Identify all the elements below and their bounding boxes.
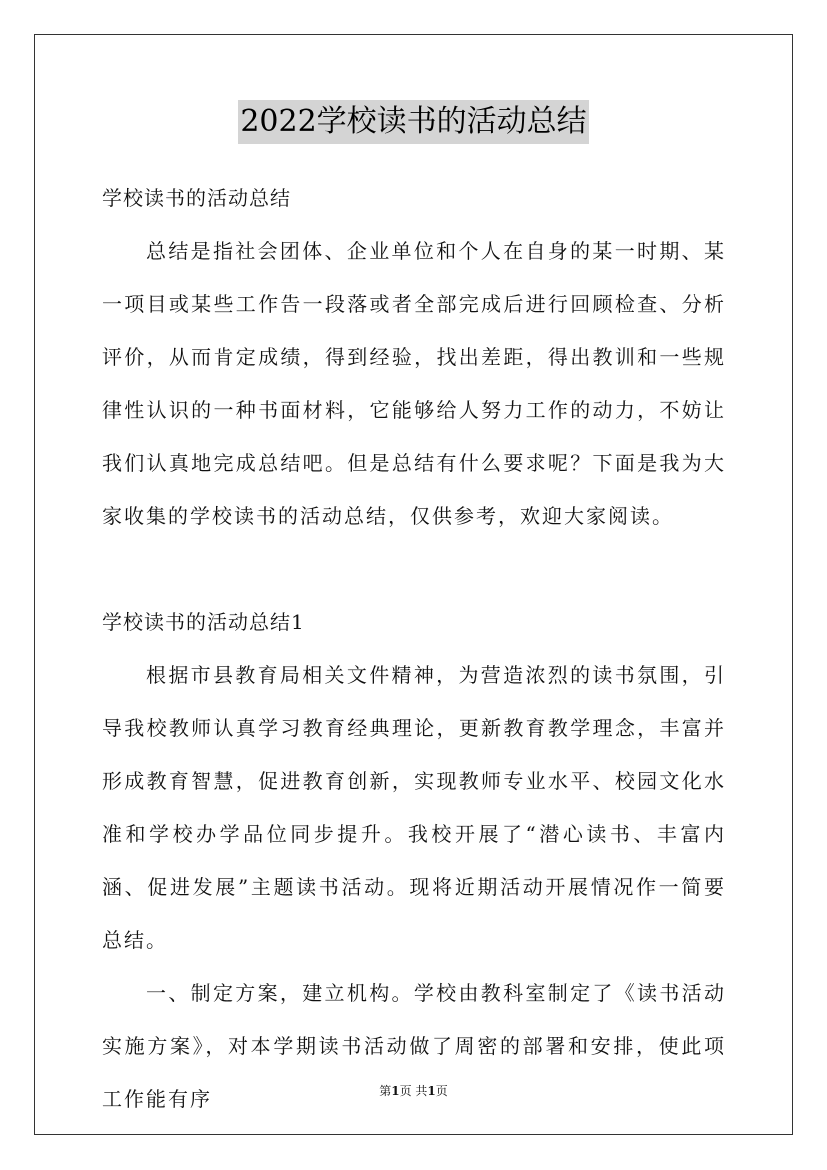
- document-title: 2022学校读书的活动总结: [238, 100, 588, 144]
- page-current: 1: [391, 1084, 400, 1098]
- section-heading: 学校读书的活动总结1: [102, 610, 305, 634]
- page-label: 第: [379, 1084, 392, 1098]
- page-mid: 页 共: [399, 1084, 428, 1098]
- page-end: 页: [435, 1084, 448, 1098]
- page-total: 1: [427, 1084, 436, 1098]
- document-body: [102, 172, 726, 1126]
- title-container: [0, 100, 827, 144]
- paragraph-gap: [102, 543, 726, 596]
- page-footer: [0, 1082, 827, 1099]
- body-paragraph-2: 一、制定方案，建立机构。学校由教科室制定了《读书活动实施方案》，对本学期读书活动做了周密的部署和安排，使此项工作能有序: [102, 981, 726, 1111]
- intro-paragraph: 总结是指社会团体、企业单位和个人在自身的某一时期、某一项目或某些工作告一段落或者全部完成后进行回顾检查、分析评价，从而肯定成绩，得到经验，找出差距，得出教训和一些规律性认识的一种书面材料，它能够给人努力工作的动力，不妨让我们认真地完成总结吧。但是总结有什么要求呢？下面是我为大家收集的学校读书的活动总结，仅供参考，欢迎大家阅读。: [102, 239, 726, 528]
- body-paragraph-1: 根据市县教育局相关文件精神，为营造浓烈的读书氛围，引导我校教师认真学习教育经典理论，更新教育教学理念，丰富并形成教育智慧，促进教育创新，实现教师专业水平、校园文化水准和学校办学品位同步提升。我校开展了“潜心读书、丰富内涵、促进发展”主题读书活动。现将近期活动开展情况作一简要总结。: [102, 663, 726, 952]
- document-subtitle: 学校读书的活动总结: [102, 186, 291, 210]
